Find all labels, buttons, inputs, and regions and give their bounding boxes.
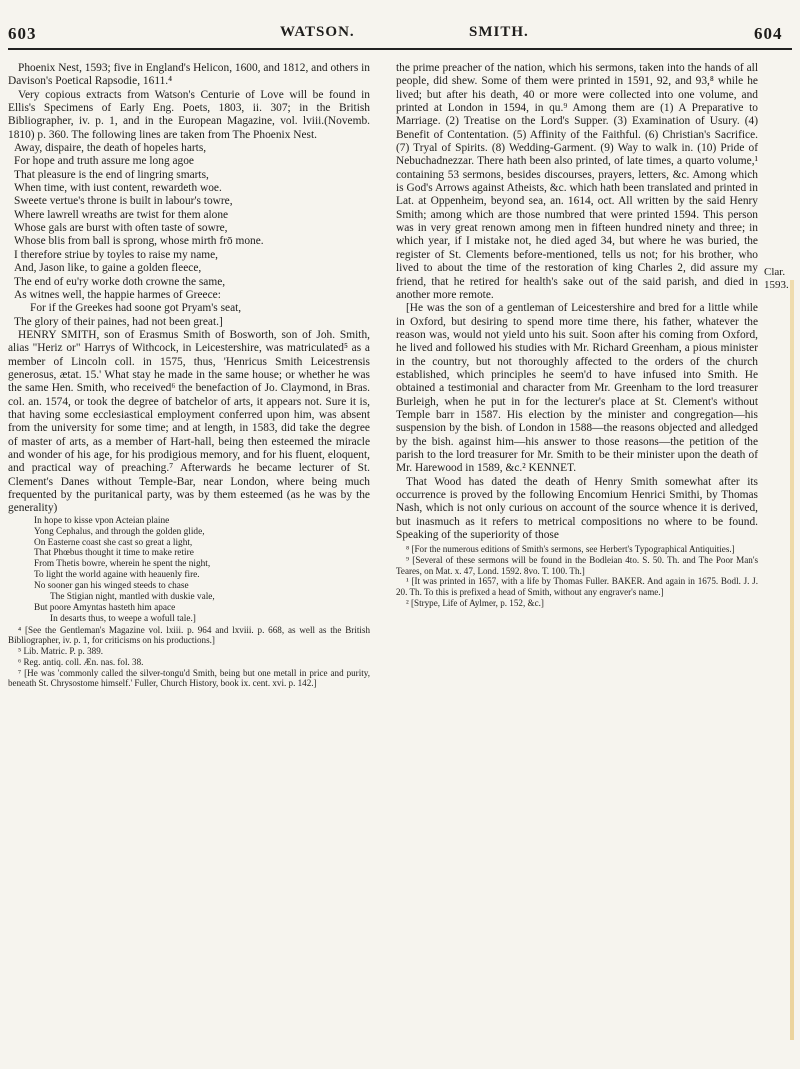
verse-line: In desarts thus, to weepe a wofull tale.]	[50, 613, 196, 624]
right-column	[396, 62, 758, 609]
footnote: ⁹ [Several of these sermons will be found in the Bodleian 4to. S. 50. Th. and The Poor Man's Teares, on Mat. x. 47, Lond. 1592. 8vo. T. 100. Th.]	[396, 555, 758, 576]
verse-line: That Phœbus thought it time to make retire	[34, 548, 194, 559]
footnote: ⁵ Lib. Matric. P. p. 389.	[18, 646, 104, 657]
verse-line: Sweete vertue's throne is built in labour's towre,	[14, 195, 233, 208]
verse-line: For if the Greekes had soone got Pryam's seat,	[30, 302, 242, 315]
quoted-verse	[8, 516, 370, 625]
verse-stanza	[8, 142, 370, 195]
verse-stanza	[8, 195, 370, 248]
footnote: ⁶ Reg. antiq. coll. Æn. nas. fol. 38.	[18, 656, 144, 667]
paragraph: Very copious extracts from Watson's Centurie of Love will be found in Ellis's Specimens of Early Eng. Poets, 1803, ii. 307; in the British Bibliographer, iv. p. 1, and in the European Magazine, vol. lviii.(Novemb. 1810) p. 360. The following lines are taken from The Phoenix Nest.	[8, 88, 370, 141]
paragraph: the prime preacher of the nation, which his sermons, taken into the hands of all people, did shew. Some of them were printed in 1591, 92, and 93,⁸ while he lived; but after his death, 40 or more were collected into one volume, and printed at London in 1594, in qu.⁹ Among them are (1) A Preparative to Marriage. (2) Treatise on the Lord's Supper. (3) Examination of Usury. (4) Benefit of Contentation. (5) Affinity of the Faithful. (6) Christian's Sacrifice. (7) Tryal of Spirits. (8) Wedding-Garment. (9) Way to walk in. (10) Pride of Nebuchadnezzar. There hath been also printed, of late times, a quarto volume,¹ containing 53 sermons, besides discourses, prayers, letters, &c. Among which is God's Arrows against Atheists, &c. which hath been translated and printed in Lat. at Oppenheim, beyond sea, an. 1614, oct. All written by the said Henry Smith; among which are those numbred that were printed 1594. This person was in very great renown among men in fifteen hundred ninety and three; in which year, if I mistake not, he died aged 34, but where he was buried, the register of St. Clements before-mentioned, tells us not; for his brother, who lived to about the time of the restoration of king Charles 2, did assure my friend, that he retired for health's sake out of the said parish, and died in another more remote.	[396, 62, 758, 301]
header-name-left: WATSON.	[280, 24, 355, 40]
verse-line: The Stigian night, mantled with duskie vale,	[50, 592, 215, 603]
verse-line: From Thetis bowre, wherein he spent the night,	[34, 559, 211, 570]
verse-stanza	[8, 249, 370, 329]
verse-line: For hope and truth assure me long agoe	[14, 155, 194, 168]
right-column-number: 604	[754, 24, 783, 43]
verse-line: I therefore striue by toyles to raise my name,	[14, 248, 219, 261]
verse-line: Whose gals are burst with often taste of sowre,	[14, 222, 228, 235]
footnote: ⁴ [See the Gentleman's Magazine vol. lxiii. p. 964 and lxviii. p. 668, as well as the British Bibliographer, iv. p. 1, for criticisms on his productions.]	[8, 624, 370, 646]
left-column	[8, 62, 370, 689]
footnote: ² [Strype, Life of Aylmer, p. 152, &c.]	[406, 597, 544, 608]
verse-line: To light the world againe with heauenly fire.	[34, 570, 200, 581]
page-edge-stain	[790, 280, 794, 1040]
header-name-right: SMITH.	[469, 24, 529, 40]
verse-line: Where lawrell wreaths are twist for them alone	[14, 208, 229, 221]
paragraph: That Wood has dated the death of Henry Smith somewhat after its occurrence is proved by the following Encomium Henrici Smithi, by Thomas Nash, which is not only curious on account of the source whence it is derived, but inasmuch as it refers to metrical compositions no where to be found. Speaking of the superiority of those	[396, 475, 758, 542]
verse-line: As witnes well, the happie harmes of Greece:	[14, 288, 221, 301]
paragraph-henry-smith: HENRY SMITH, son of Erasmus Smith of Bosworth, son of Joh. Smith, alias "Heriz or" Harrys of Withcock, in Leicestershire, was matriculated⁵ as a member of Lincoln coll. in 1575, thus, 'Henricus Smith Leicestrensis generosus, ætat. 15.' What stay he made in the same house; or whether he was the same Hen. Smith, who received⁶ the benefaction of Jo. Claymond, in Bras. col. an. 1574, or took the degree of batchelor of arts, it appears not. Sure it is, that having some ecclesiastical employment conferred upon him, was absent from the university for some time; and at length, in 1583, did take the degree of master of arts, as a member of Hart-hall, being then esteemed the miracle and wonder of his age, for his prodigious memory, and for his fluent, eloquent, and practical way of preaching.⁷ Afterwards he became lecturer of St. Clement's Danes without Temple-Bar, near London, where being much frequented by the puritanical party, was by them esteemed (as he was by the generality)	[8, 328, 370, 515]
verse-line: Whose blis from ball is sprong, whose mirth frō mone.	[14, 235, 264, 248]
verse-line: The glory of their paines, had not been great.]	[14, 315, 223, 328]
verse-line: And, Jason like, to gaine a golden fleece,	[14, 262, 202, 275]
verse-line: When time, with iust content, rewardeth woe.	[14, 182, 222, 195]
header-rule	[8, 48, 792, 50]
margin-note-line: 1593.	[764, 279, 789, 291]
paragraph: Phoenix Nest, 1593; five in England's Helicon, 1600, and 1812, and others in Davison's Poetical Rapsodie, 1611.⁴	[8, 62, 370, 88]
footnote: ¹ [It was printed in 1657, with a life by Thomas Fuller. BAKER. And again in 1675. Bodl. J. J. 20. Th. To this is prefixed a head of Smith, without any engraver's name.]	[396, 576, 758, 598]
verse-line: Yong Cephalus, and through the golden glide,	[34, 526, 205, 537]
page-header	[0, 0, 800, 52]
footnote: ⁸ [For the numerous editions of Smith's sermons, see Herbert's Typographical Antiquities.]	[406, 544, 735, 555]
verse-line: No sooner gan his winged steeds to chase	[34, 581, 189, 592]
left-column-number: 603	[8, 24, 37, 43]
verse-line: In hope to kisse vpon Acteian plaine	[34, 515, 170, 526]
footnote: ⁷ [He was 'commonly called the silver-tongu'd Smith, being but one metall in price and purity, beneath St. Chrysostome himself.' Fuller, Church History, book ix. cent. xvi. p. 142.]	[8, 667, 370, 689]
margin-note-line: Clar.	[764, 266, 786, 278]
verse-line: The end of eu'ry worke doth crowne the same,	[14, 275, 226, 288]
margin-note	[764, 266, 789, 292]
paragraph: [He was the son of a gentleman of Leicestershire and bred for a little while in Oxford, but desiring to spend more time there, his father, whatever the reason was, would not yield unto his suit. Soon after his coming from Oxford, he lived and followed his studies with Mr. Richard Greenham, a pious minister in the country, but not thoroughly affected to the orders of the church established, which principles he seem'd to have infused into Smith. He obtained a testimonial and character from Mr. Greenham to the lord treasurer Burleigh, when he put in for the lecturer's place at St. Clement's without Temple barr in 1587. His election by the minister and congregation—his suspension by the bish. of London in 1588—the reasons objected and alledged by the bish. against him—his answer to those reasons—the petition of the parish to the lord treasurer for Mr. Smith to be their minister upon the death of Mr. Harewood in 1589, &c.² KENNET.	[396, 302, 758, 475]
verse-line: That pleasure is the end of lingring smarts,	[14, 168, 209, 181]
verse-line: But poore Amyntas hasteth him apace	[34, 602, 176, 613]
verse-line: On Easterne coast she cast so great a light,	[34, 537, 193, 548]
verse-line: Away, dispaire, the death of hopeles harts,	[14, 142, 207, 155]
